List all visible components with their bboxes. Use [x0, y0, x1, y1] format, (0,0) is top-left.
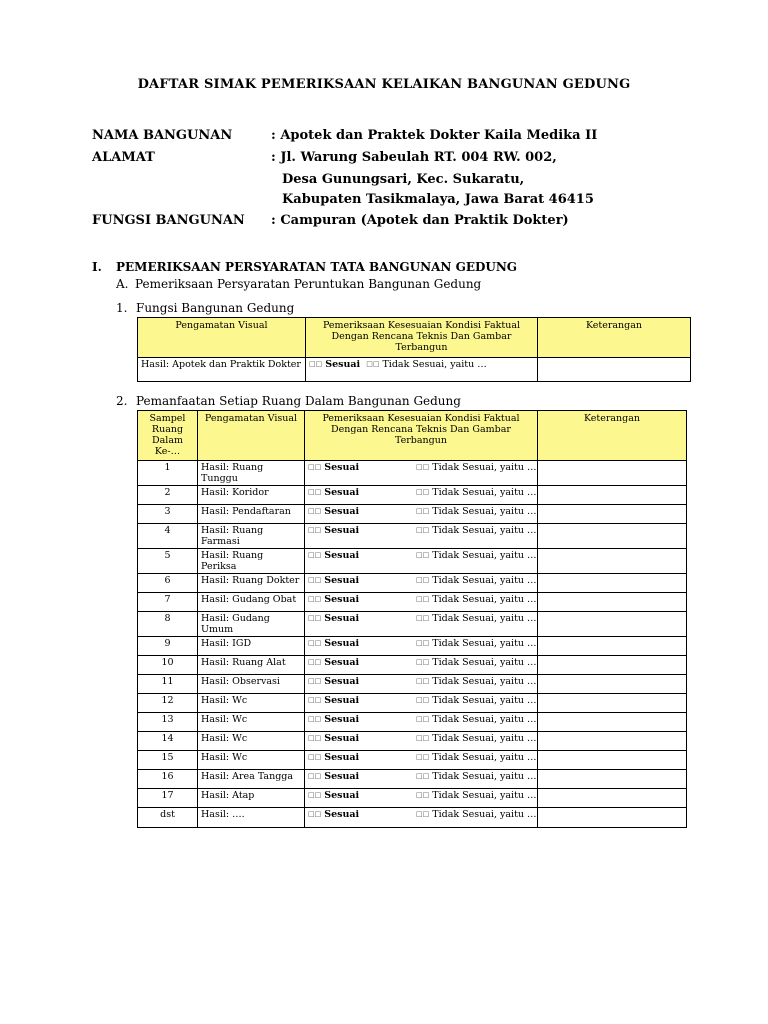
- header-keterangan: Keterangan: [538, 411, 687, 461]
- conformity-options: [305, 713, 538, 732]
- keterangan-cell[interactable]: [538, 524, 687, 549]
- tidak-sesuai-checkbox[interactable]: □□: [416, 463, 430, 471]
- keterangan-cell[interactable]: [538, 505, 687, 524]
- conformity-options: [305, 461, 538, 486]
- tidak-sesuai-checkbox[interactable]: □□: [416, 810, 430, 818]
- conformity-options: [305, 486, 538, 505]
- fungsi-bangunan-table: [137, 317, 691, 382]
- sesuai-label: Sesuai: [324, 676, 360, 687]
- alamat-line-1: : Jl. Warung Sabeulah RT. 004 RW. 002,: [271, 150, 557, 165]
- sesuai-checkbox[interactable]: □□: [308, 677, 322, 685]
- pemanfaatan-ruang-table: [137, 410, 687, 828]
- table-row: [138, 770, 687, 789]
- sesuai-checkbox[interactable]: □□: [309, 360, 323, 368]
- tidak-sesuai-checkbox[interactable]: □□: [416, 595, 430, 603]
- visual-result: Hasil: Apotek dan Praktik Dokter: [138, 358, 306, 382]
- conformity-options: [305, 732, 538, 751]
- keterangan-cell[interactable]: [538, 574, 687, 593]
- visual-result: Hasil: Pendaftaran: [198, 505, 305, 524]
- sesuai-checkbox[interactable]: □□: [308, 658, 322, 666]
- sesuai-checkbox[interactable]: □□: [308, 488, 322, 496]
- visual-result: Hasil: Ruang Tunggu: [198, 461, 305, 486]
- keterangan-cell[interactable]: [538, 358, 691, 382]
- tidak-sesuai-checkbox[interactable]: □□: [416, 772, 430, 780]
- sampel-number: 5: [138, 549, 198, 574]
- sampel-number: 10: [138, 656, 198, 675]
- visual-result: Hasil: Gudang Umum: [198, 612, 305, 637]
- table-row: [138, 808, 687, 828]
- visual-result: Hasil: Atap: [198, 789, 305, 808]
- sesuai-checkbox[interactable]: □□: [308, 526, 322, 534]
- visual-result: Hasil: Ruang Alat: [198, 656, 305, 675]
- conformity-options: [305, 505, 538, 524]
- sampel-number: 6: [138, 574, 198, 593]
- subsection-a-letter: A.: [116, 277, 129, 291]
- tidak-sesuai-checkbox[interactable]: □□: [416, 696, 430, 704]
- conformity-options: [305, 808, 538, 828]
- table-row: [138, 549, 687, 574]
- sampel-number: 17: [138, 789, 198, 808]
- visual-result: Hasil: Observasi: [198, 675, 305, 694]
- sampel-number: dst: [138, 808, 198, 828]
- keterangan-cell[interactable]: [538, 593, 687, 612]
- conformity-options: [306, 358, 538, 382]
- conformity-options: [305, 656, 538, 675]
- alamat-line-3: Kabupaten Tasikmalaya, Jawa Barat 46415: [282, 192, 594, 207]
- sampel-number: 8: [138, 612, 198, 637]
- table-row: [138, 751, 687, 770]
- tidak-sesuai-label: Tidak Sesuai, yaitu …: [432, 790, 537, 801]
- keterangan-cell[interactable]: [538, 612, 687, 637]
- keterangan-cell[interactable]: [538, 461, 687, 486]
- keterangan-cell[interactable]: [538, 656, 687, 675]
- tidak-sesuai-checkbox[interactable]: □□: [416, 488, 430, 496]
- header-pengamatan-visual: Pengamatan Visual: [198, 411, 305, 461]
- sesuai-label: Sesuai: [324, 462, 360, 473]
- header-pengamatan-visual: Pengamatan Visual: [138, 318, 306, 358]
- item-2-title: Pemanfaatan Setiap Ruang Dalam Bangunan Gedung: [136, 394, 461, 408]
- keterangan-cell[interactable]: [538, 694, 687, 713]
- sesuai-checkbox[interactable]: □□: [308, 715, 322, 723]
- tidak-sesuai-checkbox[interactable]: □□: [416, 734, 430, 742]
- table-row: [138, 461, 687, 486]
- table-row: [138, 656, 687, 675]
- item-1-title: Fungsi Bangunan Gedung: [136, 301, 295, 315]
- sesuai-label: Sesuai: [324, 657, 360, 668]
- sampel-number: 16: [138, 770, 198, 789]
- header-pemeriksaan-kesesuaian: Pemeriksaan Kesesuaian Kondisi Faktual Dengan Rencana Teknis Dan Gambar Terbangun: [305, 411, 538, 461]
- sesuai-checkbox[interactable]: □□: [308, 614, 322, 622]
- sampel-number: 13: [138, 713, 198, 732]
- table-row: [138, 789, 687, 808]
- keterangan-cell[interactable]: [538, 549, 687, 574]
- sampel-number: 11: [138, 675, 198, 694]
- sampel-number: 7: [138, 593, 198, 612]
- sampel-number: 14: [138, 732, 198, 751]
- fungsi-bangunan-label: FUNGSI BANGUNAN: [92, 213, 245, 228]
- tidak-sesuai-label: Tidak Sesuai, yaitu …: [432, 771, 537, 782]
- nama-bangunan-value: : Apotek dan Praktek Dokter Kaila Medika II: [271, 128, 598, 143]
- sampel-number: 3: [138, 505, 198, 524]
- table-row: [138, 574, 687, 593]
- sesuai-checkbox[interactable]: □□: [308, 791, 322, 799]
- item-1-number: 1.: [116, 301, 128, 315]
- visual-result: Hasil: Wc: [198, 713, 305, 732]
- sesuai-label: Sesuai: [324, 506, 360, 517]
- tidak-sesuai-label: Tidak Sesuai, yaitu …: [432, 613, 537, 624]
- table-row: [138, 593, 687, 612]
- keterangan-cell[interactable]: [538, 732, 687, 751]
- tidak-sesuai-label: Tidak Sesuai, yaitu …: [432, 550, 537, 561]
- tidak-sesuai-label: Tidak Sesuai, yaitu …: [432, 714, 537, 725]
- conformity-options: [305, 751, 538, 770]
- tidak-sesuai-label: Tidak Sesuai, yaitu …: [432, 575, 537, 586]
- visual-result: Hasil: Wc: [198, 732, 305, 751]
- tidak-sesuai-checkbox[interactable]: □□: [416, 715, 430, 723]
- tidak-sesuai-checkbox[interactable]: □□: [416, 791, 430, 799]
- tidak-sesuai-label: Tidak Sesuai, yaitu …: [432, 487, 537, 498]
- sesuai-checkbox[interactable]: □□: [308, 551, 322, 559]
- table-row: [138, 637, 687, 656]
- sampel-number: 1: [138, 461, 198, 486]
- sesuai-label: Sesuai: [324, 809, 360, 820]
- tidak-sesuai-checkbox[interactable]: □□: [416, 677, 430, 685]
- tidak-sesuai-label: Tidak Sesuai, yaitu …: [432, 676, 537, 687]
- tidak-sesuai-label: Tidak Sesuai, yaitu …: [382, 359, 487, 370]
- tidak-sesuai-label: Tidak Sesuai, yaitu …: [432, 525, 537, 536]
- sampel-number: 12: [138, 694, 198, 713]
- conformity-options: [305, 770, 538, 789]
- sesuai-label: Sesuai: [325, 359, 361, 370]
- sesuai-checkbox[interactable]: □□: [308, 772, 322, 780]
- keterangan-cell[interactable]: [538, 637, 687, 656]
- keterangan-cell[interactable]: [538, 751, 687, 770]
- item-2-number: 2.: [116, 394, 128, 408]
- sesuai-checkbox[interactable]: □□: [308, 463, 322, 471]
- sesuai-checkbox[interactable]: □□: [308, 753, 322, 761]
- tidak-sesuai-checkbox[interactable]: □□: [416, 753, 430, 761]
- tidak-sesuai-checkbox[interactable]: □□: [416, 551, 430, 559]
- tidak-sesuai-label: Tidak Sesuai, yaitu …: [432, 638, 537, 649]
- alamat-label: ALAMAT: [92, 150, 155, 165]
- visual-result: Hasil: ….: [198, 808, 305, 828]
- visual-result: Hasil: Gudang Obat: [198, 593, 305, 612]
- sesuai-label: Sesuai: [324, 487, 360, 498]
- table-row: [138, 675, 687, 694]
- sesuai-label: Sesuai: [324, 771, 360, 782]
- table-row: [138, 505, 687, 524]
- header-sampel-ruang: Sampel Ruang Dalam Ke-…: [138, 411, 198, 461]
- visual-result: Hasil: Wc: [198, 694, 305, 713]
- conformity-options: [305, 694, 538, 713]
- tidak-sesuai-label: Tidak Sesuai, yaitu …: [432, 733, 537, 744]
- header-keterangan: Keterangan: [538, 318, 691, 358]
- visual-result: Hasil: IGD: [198, 637, 305, 656]
- tidak-sesuai-label: Tidak Sesuai, yaitu …: [432, 506, 537, 517]
- document-title: DAFTAR SIMAK PEMERIKSAAN KELAIKAN BANGUNAN GEDUNG: [137, 77, 631, 92]
- tidak-sesuai-checkbox[interactable]: □□: [416, 658, 430, 666]
- visual-result: Hasil: Ruang Farmasi: [198, 524, 305, 549]
- sampel-number: 2: [138, 486, 198, 505]
- sesuai-checkbox[interactable]: □□: [308, 507, 322, 515]
- table-row: [138, 713, 687, 732]
- keterangan-cell[interactable]: [538, 486, 687, 505]
- keterangan-cell[interactable]: [538, 713, 687, 732]
- sampel-number: 15: [138, 751, 198, 770]
- sesuai-label: Sesuai: [324, 575, 360, 586]
- table-row: [138, 524, 687, 549]
- tidak-sesuai-label: Tidak Sesuai, yaitu …: [432, 462, 537, 473]
- sesuai-label: Sesuai: [324, 594, 360, 605]
- sesuai-label: Sesuai: [324, 550, 360, 561]
- visual-result: Hasil: Wc: [198, 751, 305, 770]
- table-row: [138, 612, 687, 637]
- tidak-sesuai-checkbox[interactable]: □□: [416, 576, 430, 584]
- conformity-options: [305, 675, 538, 694]
- tidak-sesuai-checkbox[interactable]: □□: [416, 507, 430, 515]
- tidak-sesuai-label: Tidak Sesuai, yaitu …: [432, 695, 537, 706]
- fungsi-bangunan-value: : Campuran (Apotek dan Praktik Dokter): [271, 213, 569, 228]
- sesuai-checkbox[interactable]: □□: [308, 810, 322, 818]
- nama-bangunan-label: NAMA BANGUNAN: [92, 128, 233, 143]
- tidak-sesuai-checkbox[interactable]: □□: [416, 639, 430, 647]
- keterangan-cell[interactable]: [538, 770, 687, 789]
- conformity-options: [305, 574, 538, 593]
- section-1-number: I.: [92, 260, 102, 274]
- visual-result: Hasil: Ruang Periksa: [198, 549, 305, 574]
- conformity-options: [305, 593, 538, 612]
- conformity-options: [305, 524, 538, 549]
- sesuai-checkbox[interactable]: □□: [308, 734, 322, 742]
- sesuai-label: Sesuai: [324, 752, 360, 763]
- sesuai-label: Sesuai: [324, 790, 360, 801]
- sampel-number: 4: [138, 524, 198, 549]
- table-row: [138, 486, 687, 505]
- sesuai-label: Sesuai: [324, 714, 360, 725]
- sesuai-label: Sesuai: [324, 733, 360, 744]
- alamat-line-2: Desa Gunungsari, Kec. Sukaratu,: [282, 172, 525, 187]
- header-pemeriksaan-kesesuaian: Pemeriksaan Kesesuaian Kondisi Faktual Dengan Rencana Teknis Dan Gambar Terbangun: [306, 318, 538, 358]
- section-1-title: PEMERIKSAAN PERSYARATAN TATA BANGUNAN GEDUNG: [116, 260, 518, 274]
- conformity-options: [305, 637, 538, 656]
- table-row: [138, 694, 687, 713]
- sesuai-label: Sesuai: [324, 613, 360, 624]
- tidak-sesuai-checkbox[interactable]: □□: [366, 360, 380, 368]
- sesuai-checkbox[interactable]: □□: [308, 639, 322, 647]
- keterangan-cell[interactable]: [538, 675, 687, 694]
- visual-result: Hasil: Ruang Dokter: [198, 574, 305, 593]
- table-row: [138, 732, 687, 751]
- sesuai-label: Sesuai: [324, 638, 360, 649]
- sesuai-checkbox[interactable]: □□: [308, 576, 322, 584]
- tidak-sesuai-label: Tidak Sesuai, yaitu …: [432, 594, 537, 605]
- tidak-sesuai-checkbox[interactable]: □□: [416, 614, 430, 622]
- tidak-sesuai-label: Tidak Sesuai, yaitu …: [432, 657, 537, 668]
- sampel-number: 9: [138, 637, 198, 656]
- conformity-options: [305, 612, 538, 637]
- conformity-options: [305, 549, 538, 574]
- keterangan-cell[interactable]: [538, 789, 687, 808]
- visual-result: Hasil: Koridor: [198, 486, 305, 505]
- sesuai-checkbox[interactable]: □□: [308, 595, 322, 603]
- tidak-sesuai-label: Tidak Sesuai, yaitu …: [432, 752, 537, 763]
- conformity-options: [305, 789, 538, 808]
- subsection-a-title: Pemeriksaan Persyaratan Peruntukan Bangunan Gedung: [135, 277, 482, 291]
- tidak-sesuai-checkbox[interactable]: □□: [416, 526, 430, 534]
- keterangan-cell[interactable]: [538, 808, 687, 828]
- sesuai-label: Sesuai: [324, 525, 360, 536]
- sesuai-checkbox[interactable]: □□: [308, 696, 322, 704]
- tidak-sesuai-label: Tidak Sesuai, yaitu …: [432, 809, 537, 820]
- sesuai-label: Sesuai: [324, 695, 360, 706]
- visual-result: Hasil: Area Tangga: [198, 770, 305, 789]
